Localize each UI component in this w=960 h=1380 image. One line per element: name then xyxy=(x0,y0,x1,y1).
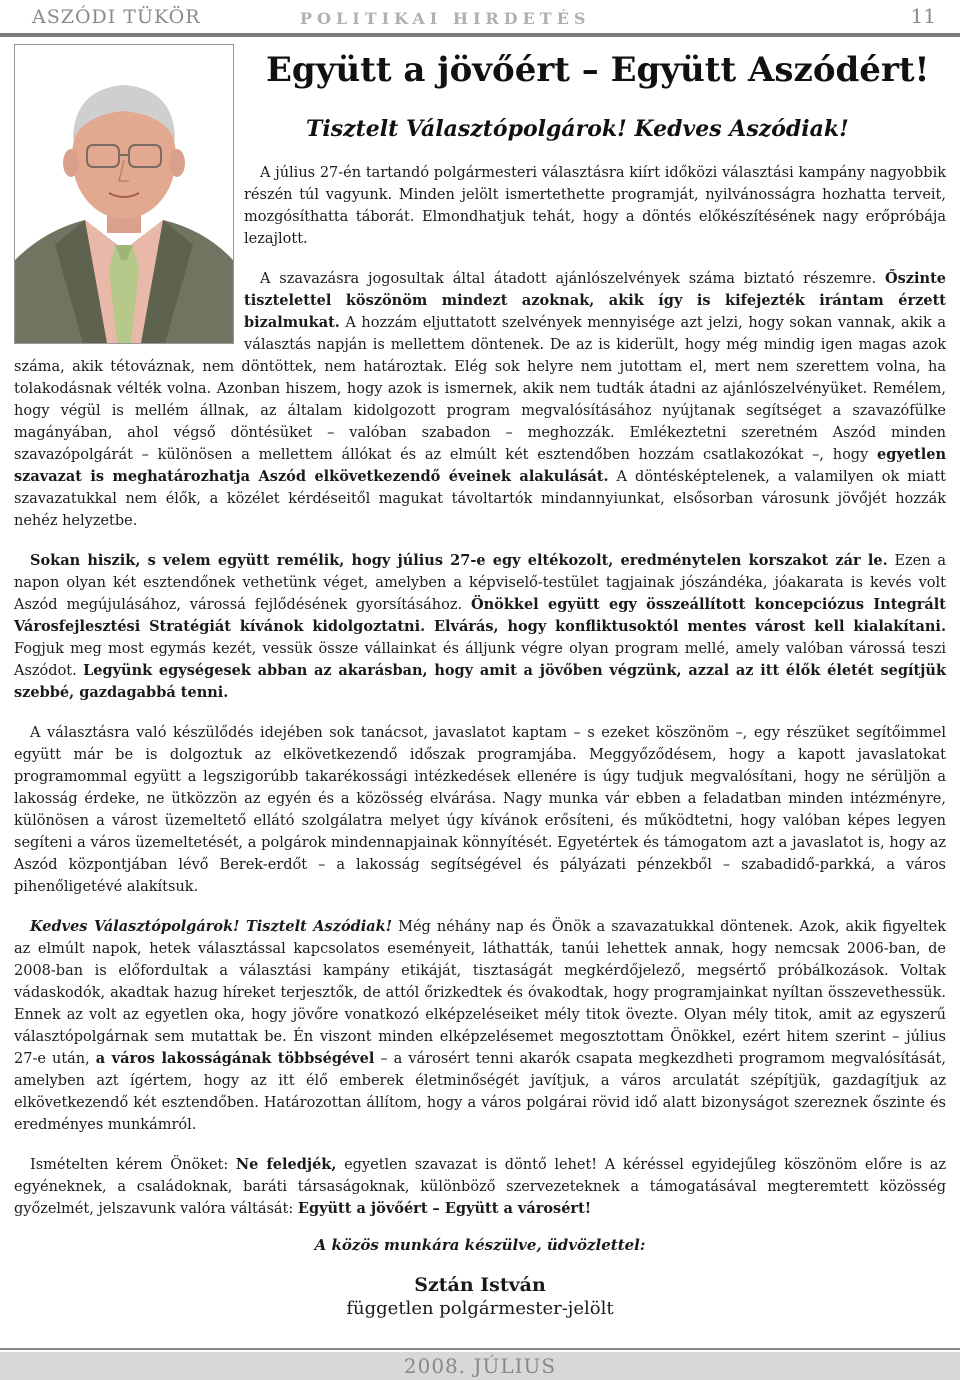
paragraph-5 xyxy=(14,916,946,1136)
closing-salutation: A közös munkára készülve, üdvözlettel: xyxy=(314,1236,646,1254)
magazine-title: ASZÓDI TÜKÖR xyxy=(32,6,201,28)
paragraph-3-d: Fogjuk meg most egymás kezét, vessük össze vállainkat és álljunk végre olyan program mellé, amely valóban várossá teszi Aszódot. xyxy=(14,641,946,679)
section-title: POLITIKAI HIRDETÉS xyxy=(300,9,591,28)
paragraph-6-bold-slogan: Együtt a jövőért – Együtt a városért! xyxy=(297,1200,592,1217)
paragraph-6-c: egyetlen szavazat is döntő lehet! A kéréssel egyidejűleg köszönöm előre is az egyéneknek, a családoknak, baráti társaságoknak, különböző szervezeteknek a támogatásával megteremtett közösség győzelmét, jelszavunk valóra váltását: xyxy=(14,1157,947,1217)
paragraph-6-bold-b: Ne feledjék, xyxy=(235,1156,337,1173)
header-divider xyxy=(0,33,960,37)
footer-divider xyxy=(0,1348,960,1350)
paragraph-2-a: A szavazásra jogosultak által átadott ajánlószelvények száma biztató részemre. xyxy=(260,271,877,287)
paragraph-3-bold-a: Sokan hiszik, s velem együtt remélik, hogy július 27-e egy eltékozolt, eredménytelen korszakot zár le. xyxy=(30,552,888,569)
signature-name: Sztán István xyxy=(414,1274,546,1296)
page-header xyxy=(0,0,960,36)
paragraph-3-b: Ezen a napon olyan két esztendőnek vethetünk véget, amelyben a képviselő-testület tagjainak jószándéka, jóakarata is kevés volt Aszód megújulásához, várossá fejlődésének gyorsításához. xyxy=(14,553,946,613)
headline: Együtt a jövőért – Együtt Aszódért! xyxy=(266,50,930,90)
paragraph-2-bold-thanks: Őszinte tisztelettel köszönöm mindezt azoknak, akik így is kifejezték irántam érzett bizalmukat. xyxy=(244,270,947,331)
paragraph-2-c: A hozzám eljuttatott szelvények mennyisége azt jelzi, hogy sokan vannak, akik a választás napján is mellettem döntenek. De az is kiderült, hogy még mindig igen magas azok száma, akik tétováznak, nem döntöttek, nem határoztak. Elég sok helyre nem jutottam el, mert nem szerettem volna, ha tolakodásnak vélték volna. Azonban hiszem, hogy azok is ismernek, akik nem tudták átadni az ajánlószelvényüket. Remélem, hogy végül is mellém állnak, az általam kidolgozott program megvalósításához nyújtanak segítséget a szavazófülke magányában, ahol végső döntésüket – valóban szabadon – meghozzák. Emlékeztetni szeretném Aszód minden szavazópolgárát – különösen a mellettem állókat és az elmúlt két esztendőben hozzám csatlakozókat –, hogy xyxy=(14,315,947,463)
issue-date: 2008. JÚLIUS xyxy=(403,1354,557,1378)
signature-role: független polgármester-jelölt xyxy=(346,1298,614,1319)
photo-float-spacer xyxy=(14,162,244,352)
paragraph-5-b: Még néhány nap és Önök a szavazatukkal döntenek. Azok, akik figyeltek az elmúlt napok, hetek választással kapcsolatos eseményeit, láthatták, tanúi lehettek annak, hogy nemcsak 2006-ban, de 2008-ban is előfordultak a választási kampány etikáját, tisztaságát megkérdőjelező, megsértő próbálkozások. Voltak vádaskodók, akadtak hazug híreket terjesztők, de attól őrizkedtek és óvakodtak, hogy programjainkat nyíltan összevethessük. Ennek az volt az egyetlen oka, hogy jövőre vonatkozó elképzeléseiket mély titok övezte. Olyan mély titok, amit az egyszerű választópolgárnak sem mutattak be. Én viszont minden elképzelésemet megosztottam Önökkel, ezért hitem szerint – július 27-e után, xyxy=(14,919,946,1067)
paragraph-4: A választásra való készülődés idejében sok tanácsot, javaslatot kaptam – s ezeket köszönöm –, egy részüket segítőimmel együtt már be is dolgoztuk az elkövetkezendő időszak programjába. Meggyőződésem, hogy a kapott javaslatokat programommal együtt a legszigorúbb takarékossági intézkedések ellenére is úgy tudjuk megvalósítani, hogy ne sérüljön a lakosság érdeke, ne ütközzön az egyén és a közösség elvárása. Nagy munka vár ebben a feladatban minden intézményre, különösen a várost üzemeltető ellátó szolgálatra melyet úgy kívánok erősíteni, és működtetni, hogy valóban képes legyen segíteni a város üzemeltetését, a polgárok mindennapjainak könnyítését. Egyetértek és támogatom azt a javaslatot is, hogy az Aszód központjában lévő Berek-erdőt – a lakosság segítségével és pályázati pénzekből – szabadidő-parkká, a város pihenőligetévé alakítsuk. xyxy=(14,725,946,895)
article-body xyxy=(14,162,946,1320)
salutation: Tisztelt Választópolgárok! Kedves Aszódiak! xyxy=(306,116,849,142)
paragraph-2-e: A döntésképtelenek, a valamilyen ok miatt szavazatukkal nem élők, a közélet kérdéseitől magukat távoltartók mindannyiunkat, elsősorban városunk jövőjét hozzák nehéz helyzetbe. xyxy=(14,469,946,529)
paragraph-3-bold-e: Legyünk egységesek abban az akarásban, hogy amit a jövőben végzünk, azzal az itt élők életét segítjük szebbé, gazdagabbá tenni. xyxy=(14,662,947,701)
paragraph-5-bold-c: a város lakosságának többségével xyxy=(95,1050,375,1067)
paragraph-5-salutation: Kedves Választópolgárok! Tisztelt Aszódiak! xyxy=(30,918,393,935)
paragraph-6-a: Ismételten kérem Önöket: xyxy=(30,1157,229,1173)
paragraph-2-bold-vote: egyetlen szavazat is meghatározhatja Aszód elkövetkezendő éveinek alakulását. xyxy=(14,446,947,485)
paragraph-1: A július 27-én tartandó polgármesteri választásra kiírt időközi választási kampány nagyobbik részén túl vagyunk. Minden jelölt ismertethette programját, nyilvánosságra hozhatta terveit, mozgósíthatta táborát. Elmondhatjuk tehát, hogy a döntés előkészítésének nagy erőpróbája lezajlott. xyxy=(244,165,946,247)
paragraph-6 xyxy=(14,1154,946,1220)
paragraph-3 xyxy=(14,550,946,704)
paragraph-3-bold-c: Önökkel együtt egy összeállított koncepciózus Integrált Városfejlesztési Stratégiát kívánok kidolgoztatni. Elvárás, hogy konfliktusoktól mentes várost kell kialakítani. xyxy=(14,596,946,635)
paragraph-5-d: – a városért tenni akarók csapata megkezdheti programom megvalósítását, amelyben azt ígértem, hogy az itt élő emberek életminőségét javítjuk, a város arculatát szépítjük, gazdagítjuk az elkövetkezendő két esztendőben. Határozottan állítom, hogy a város polgárai rövid idő alatt bizonyságot szereznek őszinte és eredményes munkámról. xyxy=(14,1051,946,1133)
page-number: 11 xyxy=(910,4,936,28)
